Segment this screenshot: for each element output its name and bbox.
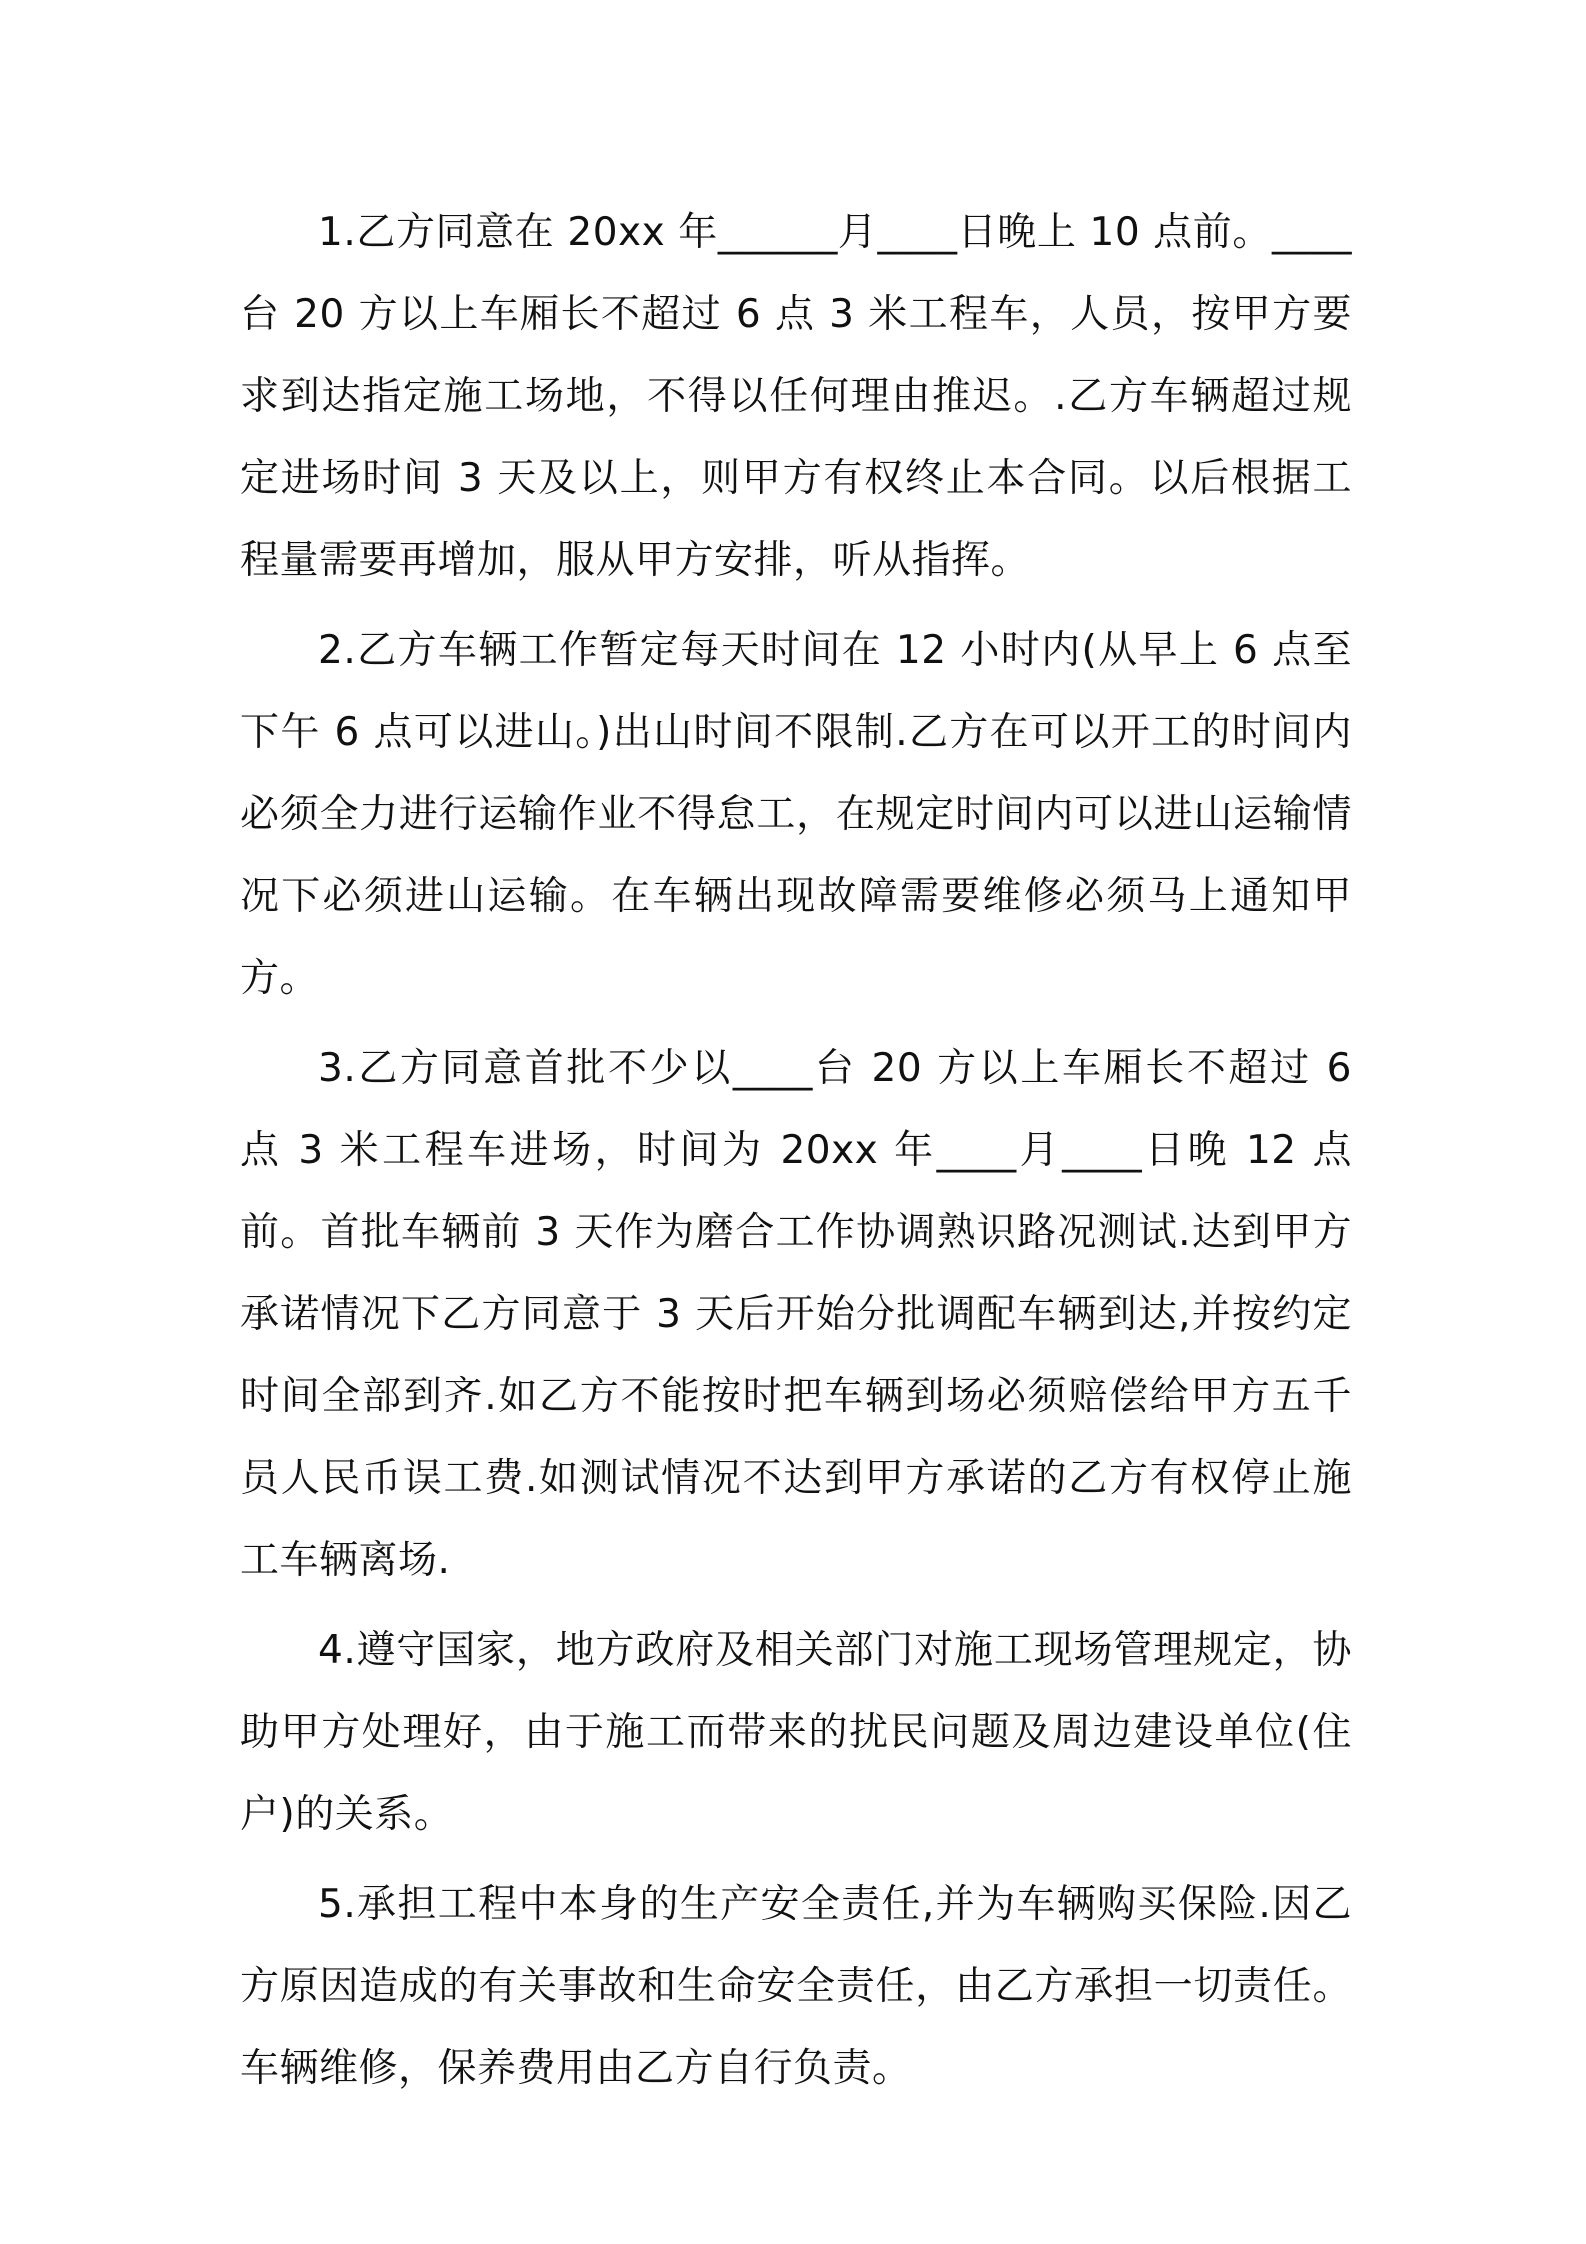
paragraph-5: 5.承担工程中本身的生产安全责任,并为车辆购买保险.因乙方原因造成的有关事故和生命安全责任，由乙方承担一切责任。车辆维修，保养费用由乙方自行负责。 xyxy=(240,1882,1352,2091)
document-body xyxy=(240,192,1352,2118)
paragraph-2: 2.乙方车辆工作暂定每天时间在 12 小时内(从早上 6 点至下午 6 点可以进山。)出山时间不限制.乙方在可以开工的时间内必须全力进行运输作业不得怠工，在规定时间内可以进山运输情况下必须进山运输。在车辆出现故障需要维修必须马上通知甲方。 xyxy=(240,628,1352,1001)
paragraph-4: 4.遵守国家，地方政府及相关部门对施工现场管理规定，协助甲方处理好，由于施工而带来的扰民问题及周边建设单位(住户)的关系。 xyxy=(240,1628,1352,1837)
paragraph-3: 3.乙方同意首批不少以____台 20 方以上车厢长不超过 6 点 3 米工程车进场，时间为 20xx 年____月____日晚 12 点前。首批车辆前 3 天作为磨合工作协调熟识路况测试.达到甲方承诺情况下乙方同意于 3 天后开始分批调配车辆到达,并按约定时间全部到齐.如乙方不能按时把车辆到场必须赔偿给甲方五千员人民币误工费.如测试情况不达到甲方承诺的乙方有权停止施工车辆离场. xyxy=(240,1046,1352,1583)
paragraph-1: 1.乙方同意在 20xx 年______月____日晚上 10 点前。____台 20 方以上车厢长不超过 6 点 3 米工程车，人员，按甲方要求到达指定施工场地，不得以任何理由推迟。.乙方车辆超过规定进场时间 3 天及以上，则甲方有权终止本合同。以后根据工程量需要再增加，服从甲方安排，听从指挥。 xyxy=(240,210,1352,583)
